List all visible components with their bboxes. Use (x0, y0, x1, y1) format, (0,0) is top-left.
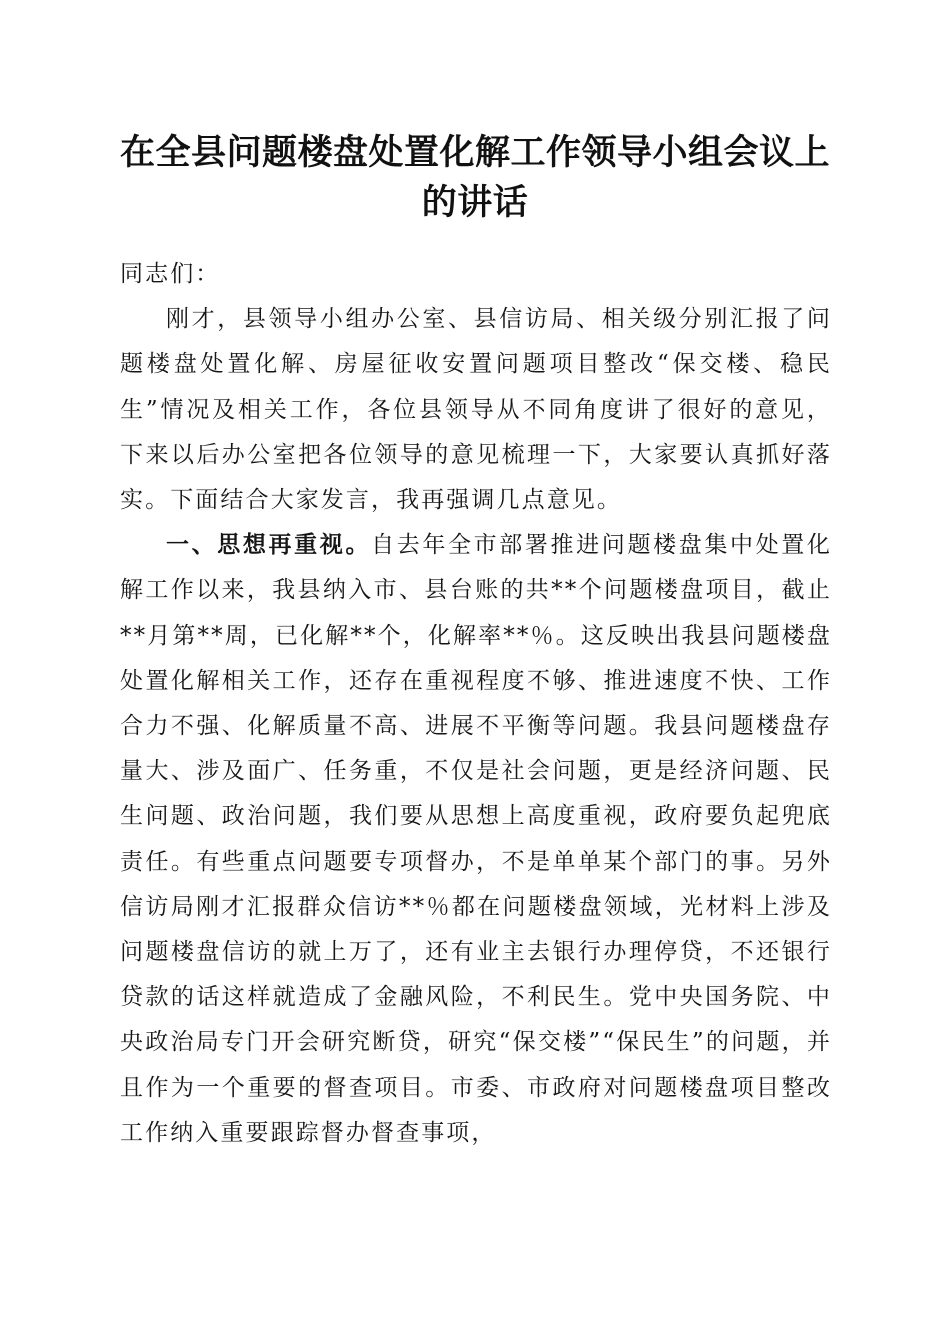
document-title: 在全县问题楼盘处置化解工作领导小组会议上的讲话 (119, 132, 830, 223)
section-heading: 一、思想再重视。 (166, 532, 372, 559)
salutation: 同志们： (120, 261, 221, 287)
paragraph-intro: 刚才，县领导小组办公室、县信访局、相关级分别汇报了问题楼盘处置化解、房屋征收安置问题项目整改“保交楼、稳民生”情况及相关工作，各位县领导从不同角度讲了很好的意见，下来以后办公室把各位领导的意见梳理一下，大家要认真抓好落实。下面结合大家发言，我再强调几点意见。 (120, 306, 832, 514)
section-text: 自去年全市部署推进问题楼盘集中处置化解工作以来，我县纳入市、县台账的共**个问题楼盘项目，截止**月第**周，已化解**个，化解率**％。这反映出我县问题楼盘处置化解相关工作，还存在重视程度不够、推进速度不快、工作合力不强、化解质量不高、进展不平衡等问题。我县问题楼盘存量大、涉及面广、任务重，不仅是社会问题，更是经济问题、民生问题、政治问题，我们要从思想上高度重视，政府要负起兜底责任。有些重点问题要专项督办，不是单单某个部门的事。另外信访局刚才汇报群众信访**％都在问题楼盘领域，光材料上涉及问题楼盘信访的就上万了，还有业主去银行办理停贷，不还银行贷款的话这样就造成了金融风险，不利民生。党中央国务院、中央政治局专门开会研究断贷，研究“保交楼”“保民生”的问题，并且作为一个重要的督查项目。市委、市政府对问题楼盘项目整改工作纳入重要跟踪督办督查事项， (120, 532, 832, 1146)
paragraph-section-1 (120, 523, 832, 1156)
document-body (120, 252, 832, 1156)
